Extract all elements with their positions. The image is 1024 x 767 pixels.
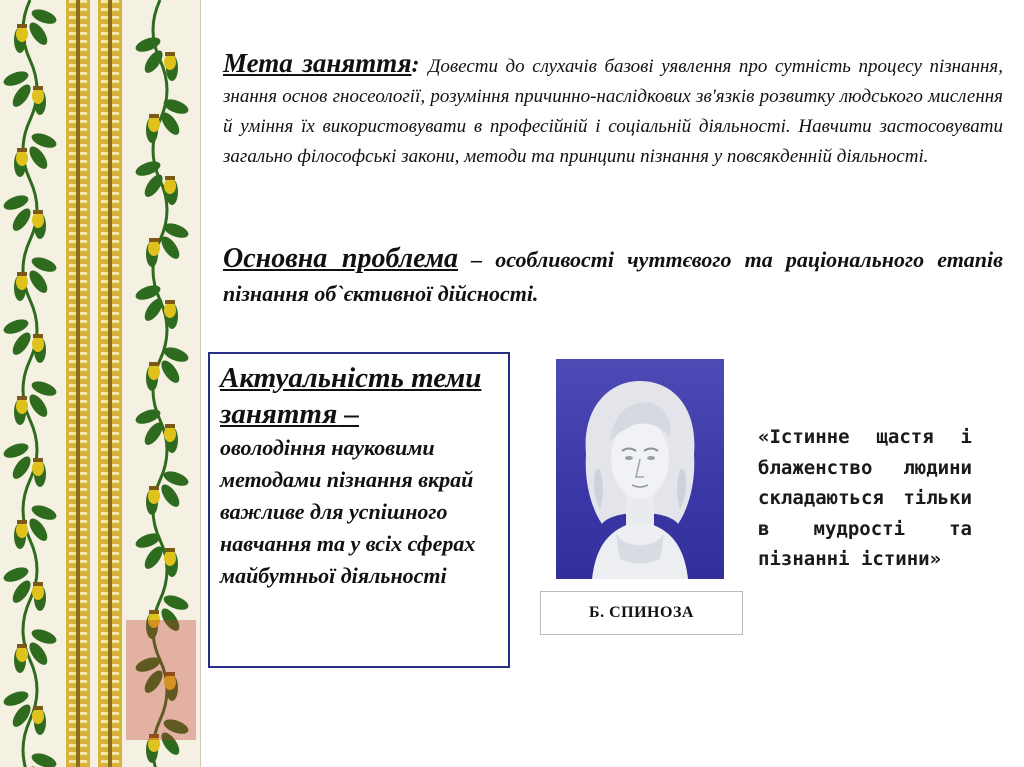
problem-text: – особливості чуттєвого та раціонального етапів пізнання об`єктивної дійсності.	[223, 247, 1003, 306]
goal-text: Довести до слухачів базові уявлення про сутність процесу пізнання, знання основ гносеології, розуміння причинно-наслідкових зв'язків розвитку людського мислення й уміння їх використовувати в професійній і соціальній діяльності. Навчити застосовувати загально філософські закони, методи та принципи пізнання у повсякденній діяльності.	[223, 56, 1003, 167]
bust-portrait-icon	[556, 359, 724, 579]
relevance-dash: –	[337, 398, 360, 430]
quote-text: «Істинне щастя і блаженство людини складаються тільки в мудрості та пізнанні істини»	[758, 426, 972, 570]
goal-colon: :	[411, 52, 429, 78]
goal-paragraph	[223, 48, 1003, 172]
problem-heading: Основна проблема	[223, 243, 459, 274]
goal-heading: Мета заняття	[223, 48, 412, 78]
relevance-box	[208, 352, 510, 668]
embroidery-ornament-icon	[0, 0, 201, 767]
relevance-text: оволодіння науковими методами пізнання вкрай важливе для успішного навчання та у всіх сферах майбутньої діяльності	[220, 435, 476, 588]
portrait-caption: Б. СПИНОЗА	[540, 591, 743, 635]
problem-paragraph	[223, 242, 1003, 311]
relevance-heading: Актуальність теми заняття	[220, 362, 482, 430]
